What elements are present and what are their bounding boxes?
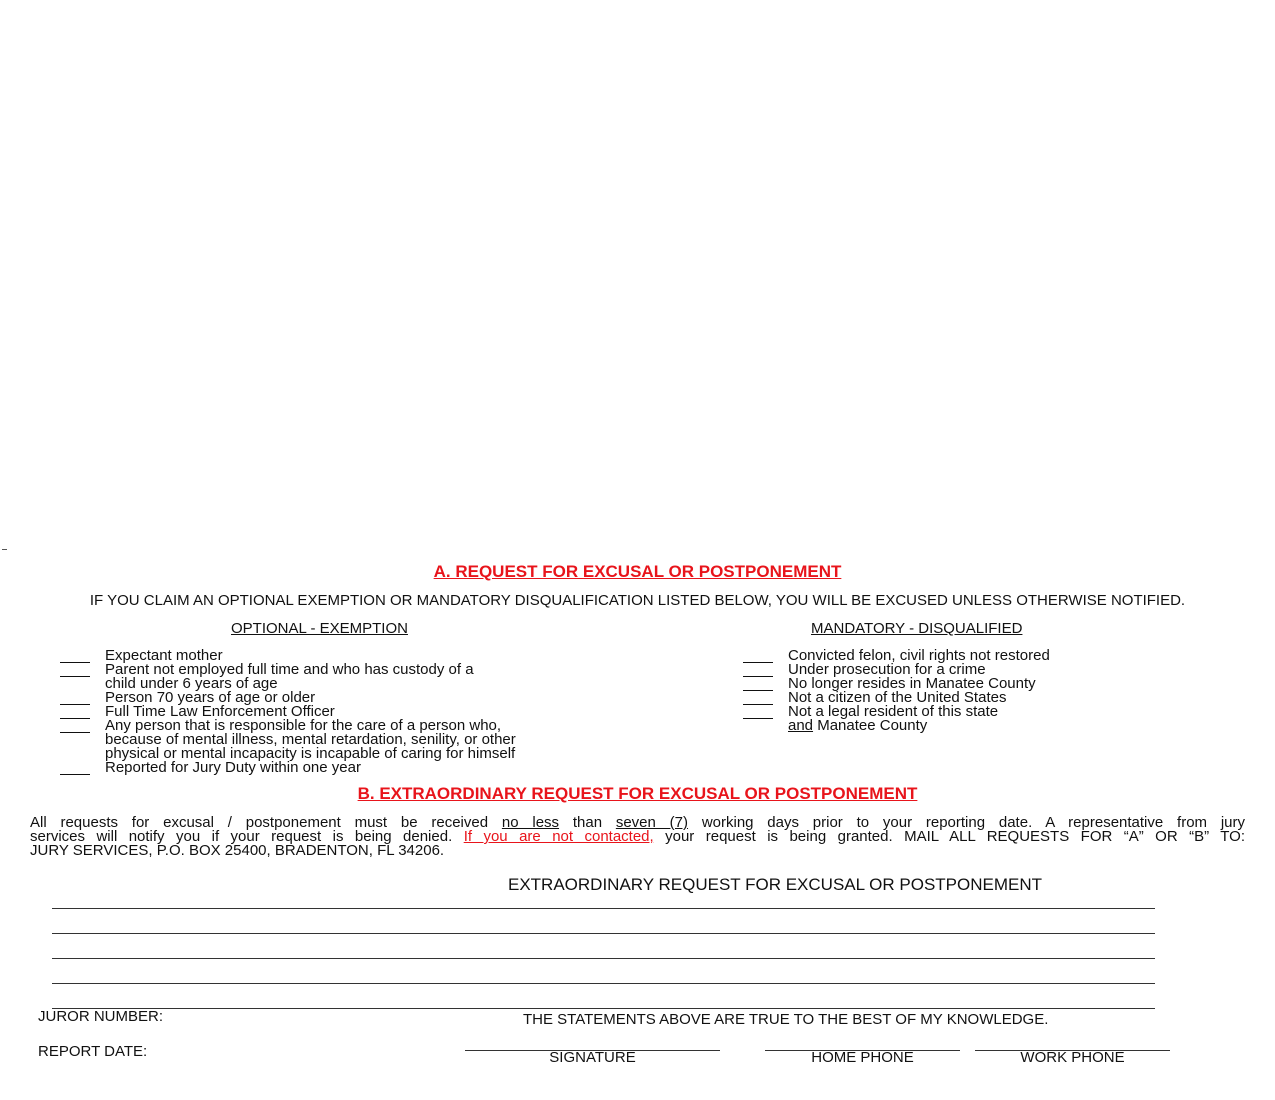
mandatory-item-text: Under prosecution for a crime: [788, 661, 986, 678]
stray-mark: [2, 549, 7, 550]
text: your request is being granted. MAIL ALL REQUESTS FOR “A” OR “B” TO:: [653, 828, 1245, 845]
signature-label: SIGNATURE: [549, 1049, 636, 1066]
optional-heading: OPTIONAL - EXEMPTION: [231, 620, 408, 637]
optional-item-text: Parent not employed full time and who has custody of a: [105, 661, 474, 678]
optional-checkbox-blank[interactable]: [60, 732, 90, 733]
home-phone-label: HOME PHONE: [811, 1049, 914, 1066]
mandatory-item-text: Convicted felon, civil rights not restored: [788, 647, 1050, 664]
mandatory-item-text: Not a legal resident of this state: [788, 703, 999, 720]
text: working days prior to your reporting date. A representative from jury: [688, 814, 1246, 831]
section-b-title: B. EXTRAORDINARY REQUEST FOR EXCUSAL OR POSTPONEMENT: [357, 784, 918, 803]
attestation-text: THE STATEMENTS ABOVE ARE TRUE TO THE BEST OF MY KNOWLEDGE.: [523, 1011, 1049, 1028]
instructions-paragraph: [30, 816, 1245, 858]
mandatory-checkbox-blank[interactable]: [743, 718, 773, 719]
optional-checkbox-blank[interactable]: [60, 718, 90, 719]
optional-item-text: because of mental illness, mental retardation, senility, or other: [105, 731, 516, 748]
mailing-address: JURY SERVICES, P.O. BOX 25400, BRADENTON, FL 34206.: [30, 842, 445, 859]
request-line-3[interactable]: [52, 958, 1155, 959]
mandatory-checkbox-blank[interactable]: [743, 676, 773, 677]
optional-item-text: Expectant mother: [105, 647, 223, 664]
manatee-county-text: Manatee County: [813, 717, 928, 734]
optional-checkbox-blank[interactable]: [60, 676, 90, 677]
request-line-1[interactable]: [52, 908, 1155, 909]
not-contacted-emphasis: If you are not contacted,: [463, 828, 654, 845]
optional-checkbox-blank[interactable]: [60, 774, 90, 775]
form-title: EXTRAORDINARY REQUEST FOR EXCUSAL OR POSTPONEMENT: [508, 875, 1043, 894]
mandatory-heading: MANDATORY - DISQUALIFIED: [811, 620, 1023, 637]
optional-checkbox-blank[interactable]: [60, 662, 90, 663]
mandatory-checkbox-blank[interactable]: [743, 704, 773, 705]
optional-item-text: child under 6 years of age: [105, 675, 278, 692]
optional-item-text: Any person that is responsible for the care of a person who,: [105, 717, 502, 734]
text: All requests for excusal / postponement must be received: [30, 814, 502, 831]
text: services will notify you if your request is being denied.: [30, 828, 464, 845]
request-line-5[interactable]: [52, 1008, 1155, 1009]
section-a-title: A. REQUEST FOR EXCUSAL OR POSTPONEMENT: [433, 562, 842, 581]
optional-checkbox-blank[interactable]: [60, 704, 90, 705]
mandatory-item-continuation: [788, 719, 927, 733]
request-line-2[interactable]: [52, 933, 1155, 934]
and-underlined: and: [788, 717, 814, 734]
seven-days-emphasis: seven (7): [615, 814, 689, 831]
section-a-notice: IF YOU CLAIM AN OPTIONAL EXEMPTION OR MANDATORY DISQUALIFICATION LISTED BELOW, YOU WILL BE EXCUSED UNLESS OTHERWISE NOTIFIED.: [89, 592, 1186, 609]
optional-item-text: Full Time Law Enforcement Officer: [105, 703, 335, 720]
no-less-emphasis: no less: [501, 814, 560, 831]
text: than: [559, 814, 616, 831]
mandatory-item-text: Not a citizen of the United States: [788, 689, 1007, 706]
request-line-4[interactable]: [52, 983, 1155, 984]
optional-item-text: physical or mental incapacity is incapable of caring for himself: [105, 745, 516, 762]
report-date-label: REPORT DATE:: [38, 1043, 148, 1060]
optional-item-text: Person 70 years of age or older: [105, 689, 316, 706]
juror-number-label: JUROR NUMBER:: [38, 1008, 164, 1025]
mandatory-checkbox-blank[interactable]: [743, 690, 773, 691]
mandatory-checkbox-blank[interactable]: [743, 662, 773, 663]
mandatory-item-text: No longer resides in Manatee County: [788, 675, 1036, 692]
optional-item-text: Reported for Jury Duty within one year: [105, 759, 361, 776]
work-phone-label: WORK PHONE: [1020, 1049, 1125, 1066]
